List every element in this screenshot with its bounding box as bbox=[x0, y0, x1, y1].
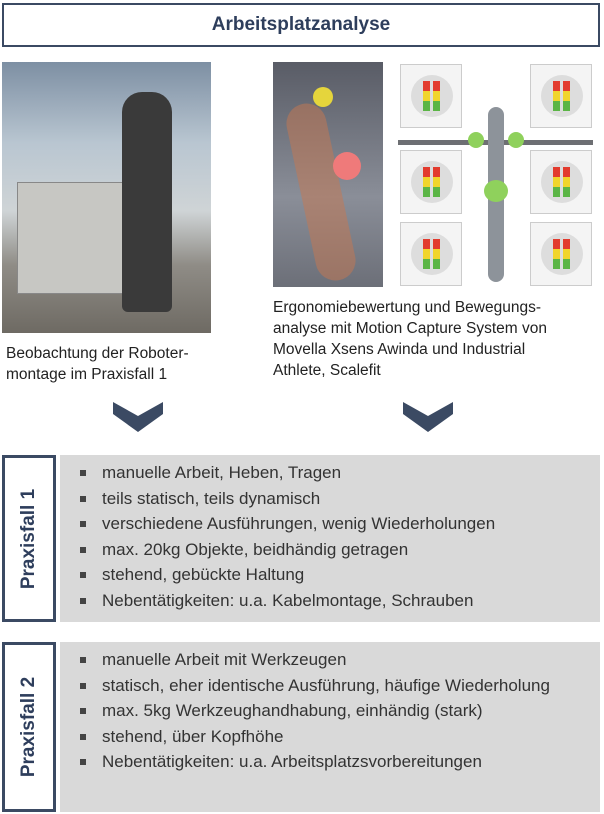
rating-panel bbox=[530, 222, 592, 286]
case-label bbox=[2, 642, 56, 812]
motion-capture-render bbox=[273, 62, 383, 287]
marker-yellow bbox=[313, 87, 333, 107]
caption-line: Beobachtung der Roboter- bbox=[6, 345, 189, 362]
rating-panel bbox=[400, 64, 462, 128]
caption-right bbox=[273, 297, 547, 381]
case-label-text: Praxisfall 1 bbox=[18, 488, 39, 589]
chevron-down-icon bbox=[113, 402, 163, 432]
marker-green bbox=[484, 180, 508, 202]
rating-panel bbox=[400, 150, 462, 214]
list-item: Nebentätigkeiten: u.a. Arbeitsplatzsvorbereitungen bbox=[80, 749, 570, 775]
caption-line: montage im Praxisfall 1 bbox=[6, 366, 168, 383]
marker-green bbox=[508, 132, 524, 148]
marker-green bbox=[468, 132, 484, 148]
list-item: stehend, über Kopfhöhe bbox=[80, 724, 570, 750]
robot-assembly-photo bbox=[2, 62, 211, 333]
list-item: manuelle Arbeit, Heben, Tragen bbox=[80, 460, 600, 486]
rating-panel bbox=[530, 64, 592, 128]
caption-line: Athlete, Scalefit bbox=[273, 362, 381, 379]
case-2 bbox=[2, 642, 600, 812]
case-details bbox=[60, 642, 600, 812]
rating-panel bbox=[400, 222, 462, 286]
worker-with-exoskeleton bbox=[122, 92, 172, 312]
case-details bbox=[60, 455, 600, 622]
caption-line: Ergonomiebewertung und Bewegungs- bbox=[273, 299, 541, 316]
list-item: manuelle Arbeit mit Werkzeugen bbox=[80, 647, 570, 673]
caption-left bbox=[6, 343, 189, 385]
avatar-figure bbox=[283, 100, 360, 284]
case-label-text: Praxisfall 2 bbox=[18, 676, 39, 778]
list-item: verschiedene Ausführungen, wenig Wiederholungen bbox=[80, 511, 600, 537]
page-title: Arbeitsplatzanalyse bbox=[2, 3, 600, 47]
case-1 bbox=[2, 455, 600, 622]
list-item: stehend, gebückte Haltung bbox=[80, 562, 600, 588]
caption-line: analyse mit Motion Capture System von bbox=[273, 320, 547, 337]
rating-panel bbox=[530, 150, 592, 214]
marker-red bbox=[333, 152, 361, 180]
list-item: teils statisch, teils dynamisch bbox=[80, 486, 600, 512]
list-item: statisch, eher identische Ausführung, häufige Wiederholung bbox=[80, 673, 570, 699]
list-item: Nebentätigkeiten: u.a. Kabelmontage, Schrauben bbox=[80, 588, 600, 614]
case-label bbox=[2, 455, 56, 622]
list-item: max. 5kg Werkzeughandhabung, einhändig (stark) bbox=[80, 698, 570, 724]
list-item: max. 20kg Objekte, beidhändig getragen bbox=[80, 537, 600, 563]
chevron-down-icon bbox=[403, 402, 453, 432]
caption-line: Movella Xsens Awinda und Industrial bbox=[273, 341, 526, 358]
ergonomic-assessment-diagram bbox=[388, 62, 602, 287]
